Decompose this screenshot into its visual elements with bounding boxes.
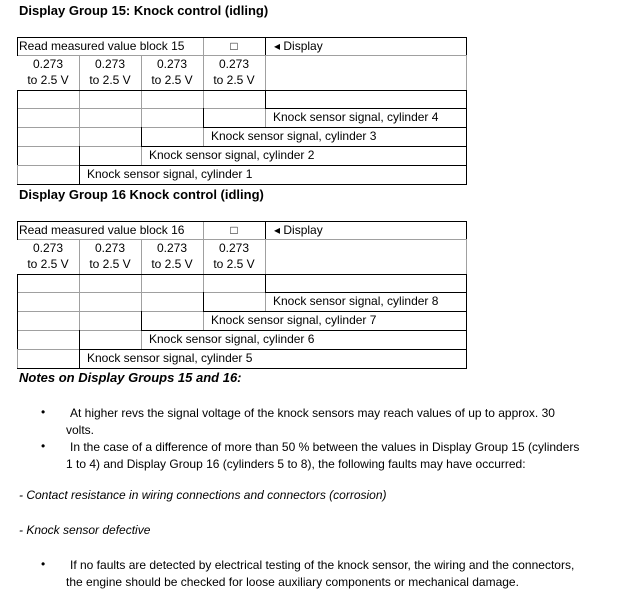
value-range-cell — [141, 239, 203, 274]
bullet-icon: • — [41, 439, 46, 453]
note-3 — [66, 557, 636, 591]
border — [17, 37, 18, 56]
grid-line — [17, 165, 18, 184]
display-label: ◂ Display — [274, 223, 323, 237]
border — [466, 274, 467, 369]
signal-label: Knock sensor signal, cylinder 7 — [211, 313, 377, 327]
note-2-line-1: In the case of a difference of more than 50 % between the values in Display Group 15 (cylinders — [70, 440, 580, 454]
value-max: to 2.5 V — [151, 73, 193, 87]
grid-line — [466, 55, 467, 90]
border — [17, 274, 467, 275]
square-icon: □ — [230, 223, 238, 237]
group-15-heading: Display Group 15: Knock control (idling) — [19, 3, 269, 18]
value-min: 0.273 — [94, 57, 126, 71]
header-label: Read measured value block 16 — [19, 223, 185, 237]
border — [466, 90, 467, 185]
border — [17, 184, 467, 185]
value-min: 0.273 — [94, 241, 126, 255]
signal-label: Knock sensor signal, cylinder 5 — [87, 351, 253, 365]
fault-1: - Contact resistance in wiring connections and connectors (corrosion) — [19, 488, 387, 502]
signal-label: Knock sensor signal, cylinder 6 — [149, 332, 315, 346]
value-min: 0.273 — [32, 57, 64, 71]
value-min: 0.273 — [218, 57, 250, 71]
value-min: 0.273 — [156, 241, 188, 255]
value-max: to 2.5 V — [213, 73, 255, 87]
bullet-icon: • — [41, 405, 46, 419]
note-1 — [66, 405, 636, 439]
value-range-cell — [79, 239, 141, 274]
header-label: Read measured value block 15 — [19, 39, 185, 53]
value-max: to 2.5 V — [89, 73, 131, 87]
note-3-line-2: the engine should be checked for loose auxiliary components or mechanical damage. — [66, 575, 519, 589]
note-3-line-1: If no faults are detected by electrical testing of the knock sensor, the wiring and the connectors, — [70, 558, 575, 572]
note-1-line-1: At higher revs the signal voltage of the knock sensors may reach values of up to approx. 30 — [70, 406, 555, 420]
border — [203, 292, 204, 311]
signal-label: Knock sensor signal, cylinder 4 — [273, 110, 439, 124]
border — [203, 108, 204, 127]
notes-title: Notes on Display Groups 15 and 16: — [19, 370, 242, 385]
display-label: ◂ Display — [274, 39, 323, 53]
note-2 — [66, 439, 636, 473]
value-min: 0.273 — [218, 241, 250, 255]
value-range-cell — [17, 239, 79, 274]
square-icon: □ — [230, 39, 238, 53]
border — [141, 311, 142, 330]
signal-label: Knock sensor signal, cylinder 1 — [87, 167, 253, 181]
value-range-cell — [203, 55, 265, 90]
value-max: to 2.5 V — [27, 257, 69, 271]
signal-label: Knock sensor signal, cylinder 3 — [211, 129, 377, 143]
value-range-cell — [203, 239, 265, 274]
group-16-table — [17, 221, 466, 365]
value-max: to 2.5 V — [151, 257, 193, 271]
value-range-cell — [17, 55, 79, 90]
signal-label: Knock sensor signal, cylinder 2 — [149, 148, 315, 162]
fault-2: - Knock sensor defective — [19, 523, 151, 537]
border — [17, 368, 467, 369]
note-1-line-2: volts. — [66, 423, 95, 437]
value-min: 0.273 — [156, 57, 188, 71]
border — [265, 90, 266, 108]
note-2-line-2: 1 to 4) and Display Group 16 (cylinders 5 to 8), the following faults may have occurred: — [66, 457, 526, 471]
value-max: to 2.5 V — [213, 257, 255, 271]
value-min: 0.273 — [32, 241, 64, 255]
grid-line — [466, 239, 467, 274]
grid-line — [17, 349, 18, 368]
bullet-icon: • — [41, 557, 46, 571]
value-max: to 2.5 V — [27, 73, 69, 87]
group-16-heading: Display Group 16 Knock control (idling) — [19, 187, 264, 202]
border — [141, 127, 142, 146]
border — [265, 274, 266, 292]
border — [17, 221, 18, 240]
signal-label: Knock sensor signal, cylinder 8 — [273, 294, 439, 308]
value-max: to 2.5 V — [89, 257, 131, 271]
value-range-cell — [141, 55, 203, 90]
group-15-table — [17, 37, 466, 181]
border — [17, 90, 467, 91]
value-range-cell — [79, 55, 141, 90]
